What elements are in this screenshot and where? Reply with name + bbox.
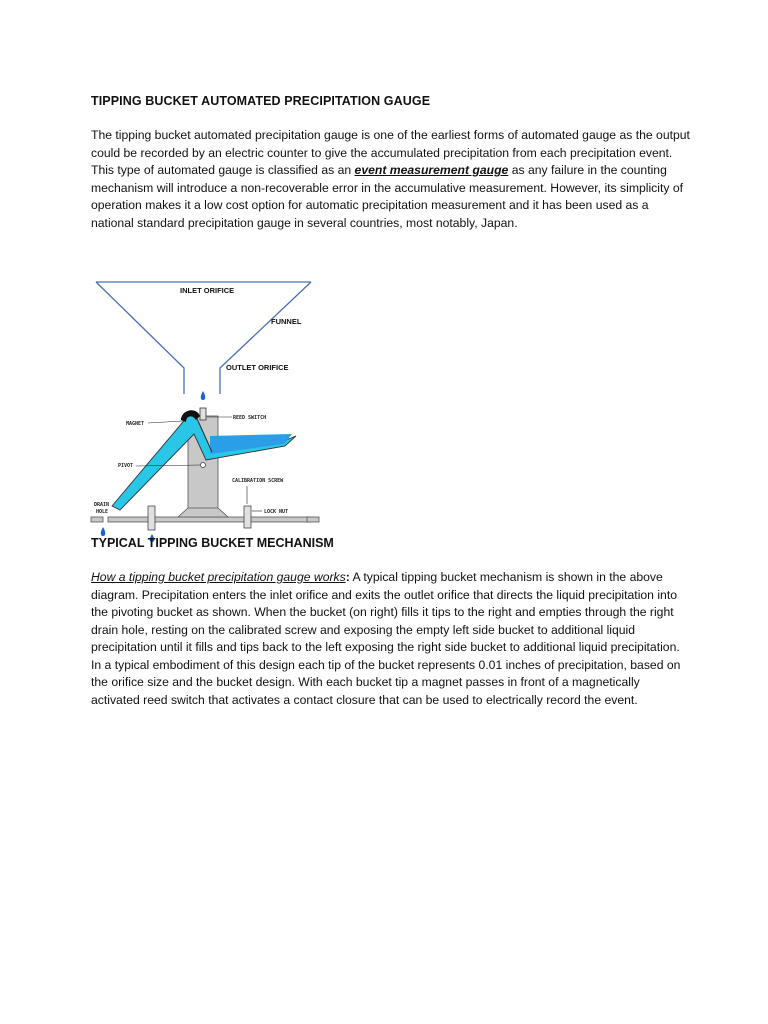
pivot: [201, 463, 206, 468]
post-foot: [178, 508, 228, 517]
drain-screw-left: [148, 506, 155, 530]
funnel-label: FUNNEL: [271, 317, 302, 326]
calibration-screw-label: CALIBRATION SCREW: [232, 478, 284, 484]
base-plate-end-right: [307, 517, 319, 522]
lock-nut-label: LOCK NUT: [264, 509, 289, 515]
magnet-leader: [148, 421, 183, 423]
reed-switch-label: REED SWITCH: [233, 415, 267, 421]
water-drop-icon: [201, 391, 206, 400]
howto-paragraph: [91, 569, 691, 709]
magnet-label: MAGNET: [126, 421, 145, 427]
tipping-bucket-diagram: [86, 270, 326, 542]
diagram-caption: TYPICAL TIPPING BUCKET MECHANISM: [91, 536, 334, 550]
document-title: TIPPING BUCKET AUTOMATED PRECIPITATION GAUGE: [91, 94, 431, 108]
howto-body: A typical tipping bucket mechanism is shown in the above diagram. Precipitation enters the inlet orifice and exits the outlet orifice that directs the liquid precipitation into the pivoting bucket as shown. When the bucket (on right) fills it tips to the right and empties through the right drain hole, resting on the calibrated screw and exposing the empty left side bucket to additional liquid precipitation until it fills and tips back to the left exposing the right side bucket to additional liquid precipitation. In a typical embodiment of this design each tip of the bucket represents 0.01 inches of precipitation, based on the orifice size and the bucket design. With each bucket tip a magnet passes in front of a magnetically activated reed switch that activates a contact closure that can be used to electrically record the event.: [91, 570, 681, 707]
funnel-outline-right: [220, 282, 311, 394]
intro-text-part2: as any failure in the counting mechanism will introduce a non-recoverable error in the accumulative measurement. However, its simplicity of operation makes it a low cost option for automatic precipitation measurement and it has been used as a national standard precipitation gauge in several countries, most notably, Japan.: [91, 163, 684, 230]
funnel-outline-left: [96, 282, 184, 394]
intro-paragraph: [91, 127, 691, 232]
howto-colon: :: [345, 570, 350, 584]
base-plate: [108, 517, 310, 522]
calibration-screw: [244, 506, 251, 528]
howto-lead: How a tipping bucket precipitation gauge works: [91, 570, 346, 584]
reed-switch: [200, 408, 206, 420]
drain-hole-label-line1: DRAIN: [94, 502, 110, 508]
outlet-orifice-label: OUTLET ORIFICE: [226, 363, 289, 372]
event-measurement-gauge-term: event measurement gauge: [354, 163, 509, 177]
inlet-orifice-label: INLET ORIFICE: [180, 286, 235, 295]
pivot-label: PIVOT: [118, 463, 134, 469]
intro-text-part1: The tipping bucket automated precipitation gauge is one of the earliest forms of automated gauge as the output could be recorded by an electric counter to give the accumulated precipitation from each precipitation event. This type of automated gauge is classified as an: [91, 128, 690, 177]
drain-drop-icon: [101, 527, 106, 536]
drain-hole-label-line2: HOLE: [96, 509, 109, 515]
base-plate-end-left: [91, 517, 103, 522]
